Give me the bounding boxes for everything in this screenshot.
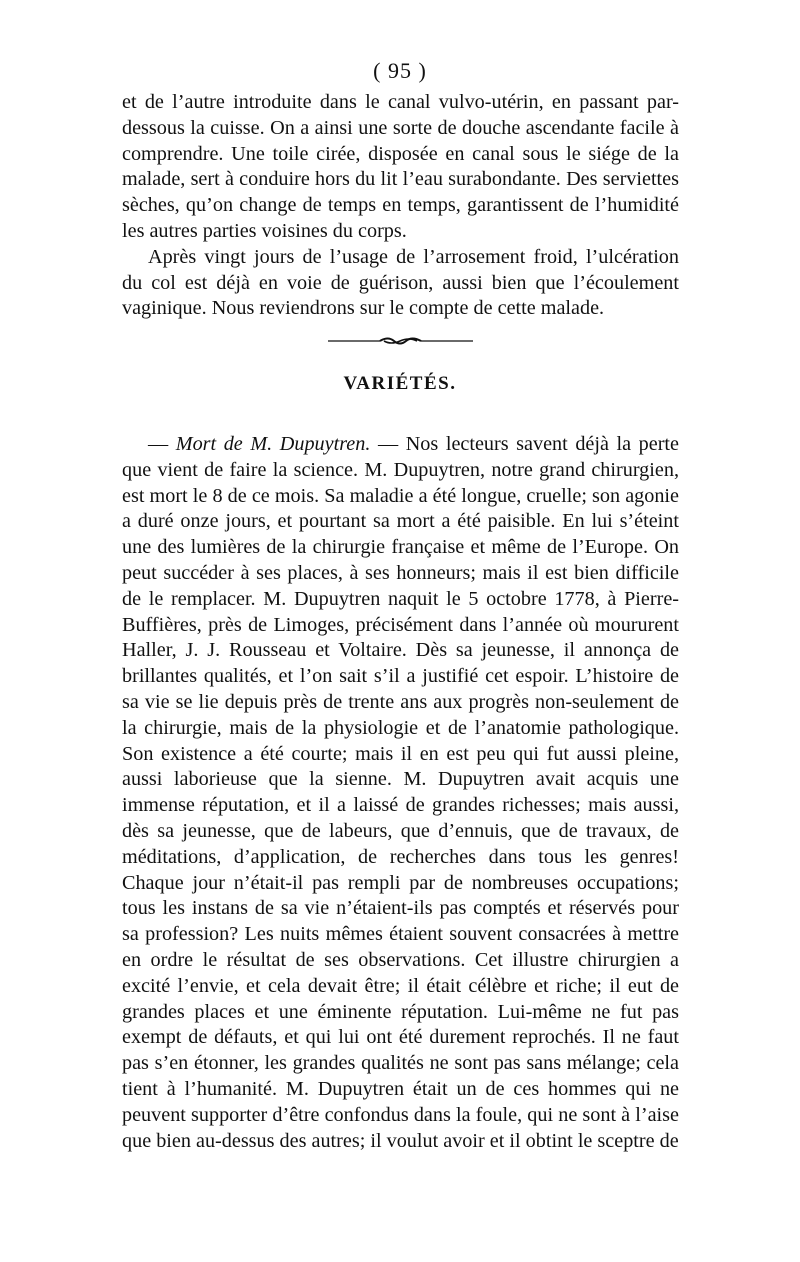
intro-paragraph-2: Après vingt jours de l’usage de l’arrosement froid, l’ulcération du col est déjà en voie de guérison, aussi bien que l’écoulement vaginique. Nous reviendrons sur le compte de cette malade. <box>122 245 679 320</box>
intro-text <box>122 90 679 322</box>
article-lead-title: Mort de M. Dupuytren. <box>175 433 371 455</box>
lead-dash: — <box>148 433 176 455</box>
section-title: VARIÉTÉS. <box>343 373 457 394</box>
article-text <box>122 432 679 1154</box>
section-divider-ornament <box>328 335 473 347</box>
intro-paragraph-1: et de l’autre introduite dans le canal vulvo-utérin, en passant par-dessous la cuisse. On a ainsi une sorte de douche ascendante facile à comprendre. Une toile cirée, disposée en canal sous le siége de la malade, sert à conduire hors du lit l’eau surabondante. Des serviettes sèches, qu’on change de temps en temps, garantissent de l’humidité les autres parties voisines du corps. <box>122 91 679 242</box>
article-body: — Nos lecteurs savent déjà la perte que vient de faire la science. M. Dupuytren, notre grand chirurgien, est mort le 8 de ce mois. Sa maladie a été longue, cruelle; son agonie a duré onze jours, et pourtant sa mort a été paisible. En lui s’éteint une des lumières de la chirurgie française et même de l’Europe. On peut succéder à ses places, à ses honneurs; mais il est bien difficile de le remplacer. M. Dupuytren naquit le 5 octobre 1778, à Pierre-Buffières, près de Limoges, précisément dans l’année où moururent Haller, J. J. Rousseau et Voltaire. Dès sa jeunesse, il annonça de brillantes qualités, et l’on sait s’il a justifié cet espoir. L’histoire de sa vie se lie depuis près de trente ans aux progrès non-seulement de la chirurgie, mais de la physiologie et de l’anatomie pathologique. Son existence a été courte; mais il en est peu qui fut aussi pleine, aussi laborieuse que la sienne. M. Dupuytren avait acquis une immense réputation, et il a laissé de grandes richesses; mais aussi, dès sa jeunesse, que de labeurs, que d’ennuis, que de travaux, de méditations, d’application, de recherches dans tous les genres! Chaque jour n’était-il pas rempli par de nombreuses occupations; tous les instans de sa vie n’étaient-ils pas comptés et réservés pour sa profession? Les nuits mêmes étaient souvent consacrées à mettre en ordre le résultat de ses observations. Cet illustre chirurgien a excité l’envie, et cela devait être; il était célèbre et riche; il eut de grandes places et une éminente réputation. Lui-même ne fut pas exempt de défauts, et qui lui ont été durement reprochés. Il ne faut pas s’en étonner, les grandes qualités ne sont pas sans mélange; cela tient à l’humanité. M. Dupuytren était un de ces hommes qui ne peuvent supporter d’être confondus dans la foule, qui ne sont à l’aise que bien au-dessus des autres; il voulut avoir et il obtint le sceptre de <box>122 433 679 1152</box>
article-paragraph <box>122 432 679 1154</box>
page-number: ( 95 ) <box>373 58 427 83</box>
